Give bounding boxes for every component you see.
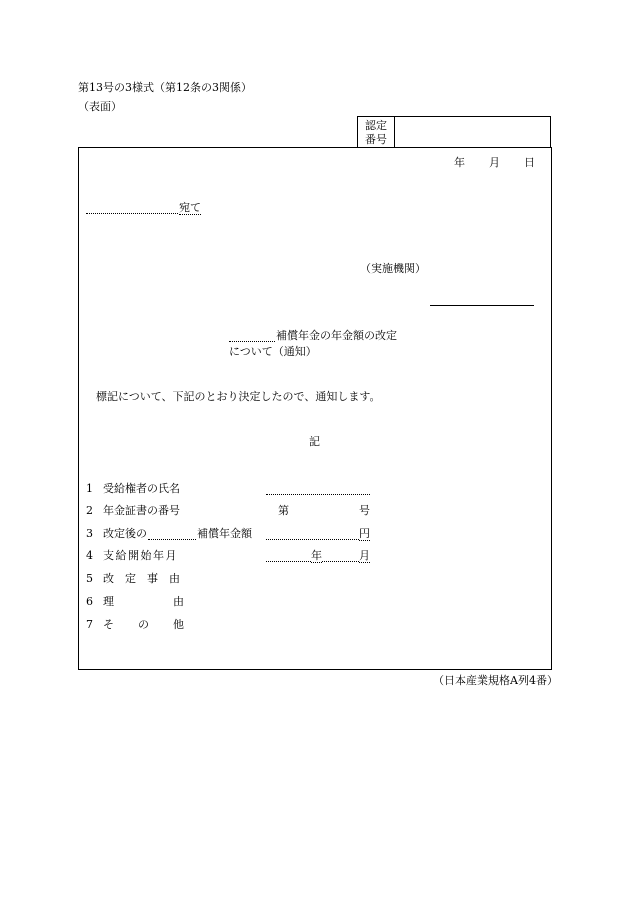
item-7-label-a: そ [103, 618, 114, 631]
item-4-label: 支給開始年月 [103, 549, 178, 562]
start-year-field[interactable] [266, 561, 311, 562]
certificate-suffix: 号 [359, 504, 370, 517]
paper-size-note: （日本産業規格A列4番） [433, 674, 558, 687]
item-1-label: 受給権者の氏名 [103, 482, 180, 495]
addressee-suffix: 宛て [179, 201, 201, 214]
item-6-label-b: 由 [173, 595, 184, 608]
subject-line1: 補償年金の年金額の改定 [276, 329, 397, 342]
revised-type-field[interactable] [148, 539, 196, 540]
form-frame [78, 147, 552, 670]
item-2-label: 年金証書の番号 [103, 504, 180, 517]
item-7-label-mid: の [138, 618, 149, 631]
addressee-field[interactable] [86, 213, 178, 214]
start-year-unit: 年 [311, 549, 322, 562]
subject-type-field[interactable] [229, 341, 275, 342]
item-3-number: 3 [86, 527, 93, 540]
start-month-field[interactable] [322, 561, 359, 562]
item-6-number: 6 [86, 595, 93, 608]
certification-label-line2: 番号 [365, 132, 387, 146]
revised-amount-field[interactable] [266, 539, 359, 540]
ki-label: 記 [309, 435, 320, 448]
item-5-number: 5 [86, 572, 93, 585]
revision-reason-field[interactable] [266, 571, 370, 585]
institution-label: （実施機関） [360, 262, 426, 275]
item-3-label-prefix: 改定後の [103, 527, 147, 540]
start-month-unit: 月 [359, 549, 370, 562]
recipient-name-field[interactable] [266, 494, 370, 495]
certification-label-line1: 認定 [365, 118, 387, 132]
date-month: 月 [489, 156, 500, 169]
item-7-number: 7 [86, 618, 93, 631]
item-4-number: 4 [86, 549, 93, 562]
side-label: （表面） [78, 100, 122, 113]
item-1-number: 1 [86, 482, 93, 495]
item-7-label-b: 他 [173, 618, 184, 631]
body-text: 標記について、下記のとおり決定したので、通知します。 [96, 390, 381, 403]
amount-unit: 円 [359, 527, 370, 540]
item-6-label-a: 理 [103, 595, 114, 608]
date-year: 年 [454, 156, 465, 169]
date-day: 日 [524, 156, 535, 169]
certification-label [358, 117, 395, 148]
institution-signature-line[interactable] [430, 305, 534, 306]
subject-line2: について（通知） [229, 345, 317, 358]
form-number: 第13号の3様式（第12条の3関係） [78, 81, 252, 94]
item-3-label-suffix: 補償年金額 [197, 527, 252, 540]
item-2-number: 2 [86, 504, 93, 517]
certification-box [357, 116, 551, 147]
certificate-prefix: 第 [278, 504, 289, 517]
item-5-label: 改 定 事 由 [103, 572, 180, 585]
certificate-number-field[interactable] [292, 503, 354, 517]
